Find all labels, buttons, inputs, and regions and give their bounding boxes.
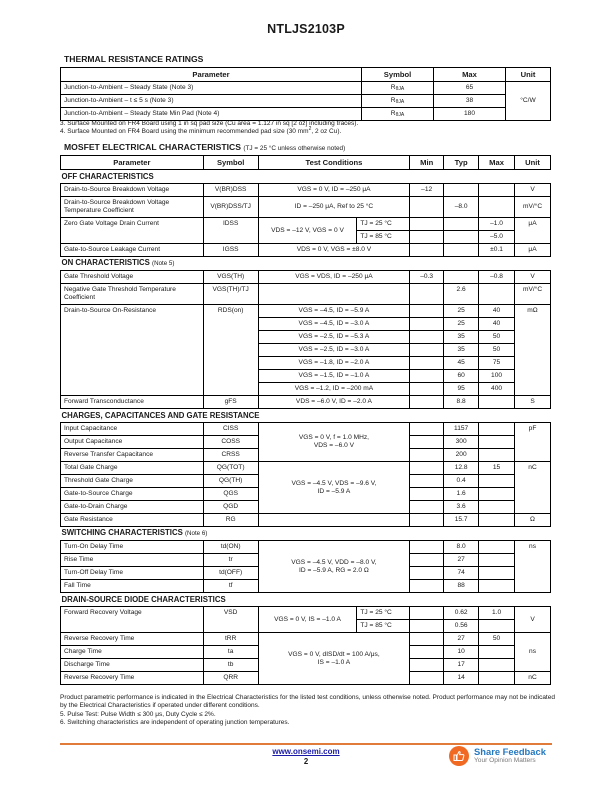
max-cell	[479, 554, 515, 567]
thumbs-up-icon	[449, 746, 469, 766]
table-row	[61, 633, 551, 646]
table-row	[61, 197, 551, 218]
category-row	[61, 593, 551, 607]
table-row	[61, 607, 551, 620]
symbol-cell: RDS(on)	[203, 305, 258, 396]
category-switching: SWITCHING CHARACTERISTICS (Note 6)	[61, 527, 551, 541]
unit-cell: μA	[515, 218, 551, 244]
min-cell	[410, 231, 444, 244]
unit-cell: nC	[515, 462, 551, 514]
typ-cell: 3.6	[444, 501, 479, 514]
parameter-cell: Junction-to-Ambient – t ≤ 5 s (Note 3)	[61, 95, 362, 108]
typ-cell: 1157	[444, 423, 479, 436]
min-cell	[410, 344, 444, 357]
symbol-cell: tRR	[203, 633, 258, 646]
condition-cell: VGS = 0 V, IS = –1.0 A	[258, 607, 357, 633]
website-link[interactable]: www.onsemi.com	[272, 747, 340, 756]
typ-cell	[444, 231, 479, 244]
typ-cell: 35	[444, 344, 479, 357]
typ-cell: 60	[444, 370, 479, 383]
feedback-text	[474, 747, 546, 765]
typ-cell: 27	[444, 554, 479, 567]
max-cell	[479, 423, 515, 436]
category-on: ON CHARACTERISTICS (Note 5)	[61, 257, 551, 271]
min-cell	[410, 514, 444, 527]
unit-cell: °C/W	[506, 82, 551, 121]
min-cell	[410, 318, 444, 331]
note-6: 6. Switching characteristics are independent of operating junction temperatures.	[60, 719, 290, 727]
thermal-heading: THERMAL RESISTANCE RATINGS	[64, 54, 204, 64]
symbol-cell: VSD	[203, 607, 258, 633]
symbol-cell: VGS(TH)/TJ	[203, 284, 258, 305]
condition-cell: VGS = 0 V, dISD/dt = 100 A/μs, IS = –1.0 A	[258, 633, 410, 685]
typ-cell	[444, 271, 479, 284]
parameter-cell: Drain-to-Source On-Resistance	[61, 305, 204, 396]
condition-cell: VGS = –4.5, ID = –5.9 A	[258, 305, 410, 318]
min-cell	[410, 218, 444, 231]
min-cell	[410, 331, 444, 344]
category-row	[61, 257, 551, 271]
condition-cell: VGS = –2.5, ID = –5.3 A	[258, 331, 410, 344]
unit-cell: mV/°C	[515, 197, 551, 218]
typ-cell: 17	[444, 659, 479, 672]
max-cell	[479, 396, 515, 409]
condition-cell: ID = –250 μA, Ref to 25 °C	[258, 197, 410, 218]
symbol-cell: ta	[203, 646, 258, 659]
table-row	[61, 396, 551, 409]
typ-cell: 10	[444, 646, 479, 659]
min-cell	[410, 554, 444, 567]
min-cell	[410, 244, 444, 257]
typ-cell: 0.56	[444, 620, 479, 633]
parameter-cell: Output Capacitance	[61, 436, 204, 449]
typ-cell: 8.0	[444, 541, 479, 554]
col-max: Max	[479, 156, 515, 170]
symbol-cell: td(ON)	[203, 541, 258, 554]
symbol-cell: $R_{\theta JA}$	[362, 108, 434, 121]
max-cell	[479, 646, 515, 659]
table-row	[61, 218, 551, 231]
parameter-cell: Forward Transconductance	[61, 396, 204, 409]
max-cell	[479, 436, 515, 449]
symbol-cell: tr	[203, 554, 258, 567]
typ-cell: 8.8	[444, 396, 479, 409]
max-cell: 50	[479, 633, 515, 646]
min-cell	[410, 383, 444, 396]
max-cell: 100	[479, 370, 515, 383]
min-cell: –0.3	[410, 271, 444, 284]
condition-cell: VDS = –6.0 V, ID = –2.0 A	[258, 396, 410, 409]
max-cell: –0.8	[479, 271, 515, 284]
max-cell	[479, 514, 515, 527]
max-cell: 40	[479, 305, 515, 318]
unit-cell: V	[515, 607, 551, 633]
max-cell: 40	[479, 318, 515, 331]
min-cell	[410, 462, 444, 475]
parameter-cell: Reverse Transfer Capacitance	[61, 449, 204, 462]
min-cell	[410, 567, 444, 580]
parameter-cell: Input Capacitance	[61, 423, 204, 436]
table-row	[61, 514, 551, 527]
unit-cell: Ω	[515, 514, 551, 527]
min-cell: –12	[410, 184, 444, 197]
typ-cell: 35	[444, 331, 479, 344]
unit-cell: μA	[515, 244, 551, 257]
max-cell: 180	[434, 108, 506, 121]
min-cell	[410, 607, 444, 620]
typ-cell: 45	[444, 357, 479, 370]
condition-cell	[258, 514, 410, 527]
unit-cell: mV/°C	[515, 284, 551, 305]
table-header-row	[61, 68, 551, 82]
min-cell	[410, 501, 444, 514]
category-diode: DRAIN-SOURCE DIODE CHARACTERISTICS	[61, 593, 551, 607]
min-cell	[410, 449, 444, 462]
category-off: OFF CHARACTERISTICS	[61, 170, 551, 184]
symbol-cell: COSS	[203, 436, 258, 449]
typ-cell: 25	[444, 318, 479, 331]
parameter-cell: Gate-to-Drain Charge	[61, 501, 204, 514]
max-cell: –5.0	[479, 231, 515, 244]
symbol-cell: V(BR)DSS	[203, 184, 258, 197]
col-parameter: Parameter	[61, 156, 204, 170]
max-cell	[479, 449, 515, 462]
parameter-cell: Forward Recovery Voltage	[61, 607, 204, 633]
max-cell: –1.0	[479, 218, 515, 231]
typ-cell	[444, 244, 479, 257]
unit-cell: S	[515, 396, 551, 409]
parameter-cell: Reverse Recovery Time	[61, 633, 204, 646]
max-cell: 400	[479, 383, 515, 396]
parameter-cell: Drain-to-Source Breakdown Voltage	[61, 184, 204, 197]
max-cell: 65	[434, 82, 506, 95]
category-row	[61, 409, 551, 423]
electrical-notes	[60, 694, 555, 728]
max-cell	[479, 672, 515, 685]
parameter-cell: Zero Gate Voltage Drain Current	[61, 218, 204, 244]
footer-divider	[60, 743, 552, 745]
table-row	[61, 284, 551, 305]
unit-cell: V	[515, 184, 551, 197]
condition-cell: VDS = 0 V, VGS = ±8.0 V	[258, 244, 410, 257]
feedback-title: Share Feedback	[474, 746, 546, 757]
min-cell	[410, 672, 444, 685]
table-row	[61, 244, 551, 257]
typ-cell: 27	[444, 633, 479, 646]
parameter-cell: Gate-to-Source Charge	[61, 488, 204, 501]
min-cell	[410, 396, 444, 409]
parameter-cell: Threshold Gate Charge	[61, 475, 204, 488]
unit-cell: V	[515, 271, 551, 284]
col-typ: Typ	[444, 156, 479, 170]
min-cell	[410, 580, 444, 593]
parameter-cell: Gate Resistance	[61, 514, 204, 527]
max-cell	[479, 541, 515, 554]
table-row	[61, 423, 551, 436]
max-cell	[479, 567, 515, 580]
unit-cell: mΩ	[515, 305, 551, 396]
table-header-row	[61, 156, 551, 170]
disclaimer: Product parametric performance is indicated in the Electrical Characteristics for the listed test conditions, unless otherwise noted. Product performance may not be indicated by the Electrical Characteristics if operated under different conditions.	[60, 694, 555, 710]
symbol-cell: QG(TH)	[203, 475, 258, 488]
unit-cell: ns	[515, 633, 551, 672]
min-cell	[410, 370, 444, 383]
table-row	[61, 541, 551, 554]
typ-cell: 88	[444, 580, 479, 593]
min-cell	[410, 541, 444, 554]
condition-temp-cell: TJ = 85 °C	[357, 231, 410, 244]
symbol-cell: QG(TOT)	[203, 462, 258, 475]
min-cell	[410, 646, 444, 659]
symbol-cell: V(BR)DSS/TJ	[203, 197, 258, 218]
min-cell	[410, 423, 444, 436]
parameter-cell: Total Gate Charge	[61, 462, 204, 475]
typ-cell: 14	[444, 672, 479, 685]
col-unit: Unit	[515, 156, 551, 170]
condition-cell: VGS = –1.5, ID = –1.0 A	[258, 370, 410, 383]
max-cell: 38	[434, 95, 506, 108]
typ-cell: 12.8	[444, 462, 479, 475]
max-cell: 50	[479, 331, 515, 344]
max-cell: ±0.1	[479, 244, 515, 257]
typ-cell: 200	[444, 449, 479, 462]
max-cell	[479, 580, 515, 593]
typ-cell	[444, 184, 479, 197]
symbol-cell: CISS	[203, 423, 258, 436]
symbol-cell: VGS(TH)	[203, 271, 258, 284]
condition-cell: VGS = VDS, ID = –250 μA	[258, 271, 410, 284]
typ-cell: –8.0	[444, 197, 479, 218]
max-cell	[479, 620, 515, 633]
min-cell	[410, 197, 444, 218]
thermal-notes	[60, 120, 555, 137]
parameter-cell: Charge Time	[61, 646, 204, 659]
symbol-cell: $R_{\theta JA}$	[362, 82, 434, 95]
min-cell	[410, 488, 444, 501]
symbol-cell: CRSS	[203, 449, 258, 462]
condition-cell: VGS = 0 V, ID = –250 μA	[258, 184, 410, 197]
col-test-conditions: Test Conditions	[258, 156, 410, 170]
typ-cell: 2.6	[444, 284, 479, 305]
condition-cell	[258, 284, 410, 305]
condition-cell: VGS = –1.2, ID = –200 mA	[258, 383, 410, 396]
max-cell	[479, 197, 515, 218]
thermal-table	[60, 67, 551, 121]
parameter-cell: Reverse Recovery Time	[61, 672, 204, 685]
parameter-cell: Fall Time	[61, 580, 204, 593]
typ-cell: 74	[444, 567, 479, 580]
min-cell	[410, 659, 444, 672]
col-max: Max	[434, 68, 506, 82]
min-cell	[410, 357, 444, 370]
table-row	[61, 108, 551, 121]
parameter-cell: Drain-to-Source Breakdown Voltage Temperature Coefficient	[61, 197, 204, 218]
table-row	[61, 82, 551, 95]
electrical-table	[60, 155, 551, 685]
typ-cell: 0.62	[444, 607, 479, 620]
parameter-cell: Gate Threshold Voltage	[61, 271, 204, 284]
max-cell	[479, 501, 515, 514]
min-cell	[410, 436, 444, 449]
max-cell	[479, 659, 515, 672]
parameter-cell: Junction-to-Ambient – Steady State Min Pad (Note 4)	[61, 108, 362, 121]
symbol-cell: tb	[203, 659, 258, 672]
typ-cell	[444, 218, 479, 231]
condition-cell: VGS = 0 V, f = 1.0 MHz, VDS = –6.0 V	[258, 423, 410, 462]
note-4: 4. Surface Mounted on FR4 Board using the minimum recommended pad size (30 $mm^2$, 2 oz Cu).	[60, 126, 342, 136]
table-row	[61, 271, 551, 284]
col-min: Min	[410, 156, 444, 170]
typ-cell: 300	[444, 436, 479, 449]
symbol-cell: QGD	[203, 501, 258, 514]
document-title: NTLJS2103P	[267, 22, 345, 36]
max-cell	[479, 284, 515, 305]
feedback-subtitle: Your Opinion Matters	[474, 757, 536, 764]
condition-cell: VGS = –1.8, ID = –2.0 A	[258, 357, 410, 370]
condition-temp-cell: TJ = 25 °C	[357, 607, 410, 620]
symbol-cell: QRR	[203, 672, 258, 685]
max-cell: 75	[479, 357, 515, 370]
symbol-cell: IDSS	[203, 218, 258, 244]
symbol-cell: QGS	[203, 488, 258, 501]
category-row	[61, 170, 551, 184]
parameter-cell: Gate-to-Source Leakage Current	[61, 244, 204, 257]
note-5: 5. Pulse Test: Pulse Width ≤ 300 μs, Duty Cycle ≤ 2%.	[60, 710, 216, 718]
symbol-cell: td(OFF)	[203, 567, 258, 580]
electrical-heading: MOSFET ELECTRICAL CHARACTERISTICS (TJ = 25 °C unless otherwise noted)	[64, 142, 346, 152]
col-symbol: Symbol	[362, 68, 434, 82]
symbol-cell: tf	[203, 580, 258, 593]
condition-cell: VGS = –4.5 V, VDD = –8.0 V, ID = –5.9 A, RG = 2.0 Ω	[258, 541, 410, 593]
unit-cell: nC	[515, 672, 551, 685]
typ-cell: 0.4	[444, 475, 479, 488]
table-row	[61, 305, 551, 318]
min-cell	[410, 633, 444, 646]
symbol-cell: IGSS	[203, 244, 258, 257]
parameter-cell: Junction-to-Ambient – Steady State (Note 3)	[61, 82, 362, 95]
table-row	[61, 462, 551, 475]
table-row	[61, 184, 551, 197]
condition-cell: VGS = –2.5, ID = –3.0 A	[258, 344, 410, 357]
note-3: 3. Surface Mounted on FR4 Board using 1 in sq pad size (Cu area = 1.127 in sq [2 oz] including traces).	[60, 120, 359, 127]
parameter-cell: Rise Time	[61, 554, 204, 567]
typ-cell: 1.6	[444, 488, 479, 501]
max-cell: 15	[479, 462, 515, 475]
typ-cell: 25	[444, 305, 479, 318]
parameter-cell: Discharge Time	[61, 659, 204, 672]
parameter-cell: Negative Gate Threshold Temperature Coefficient	[61, 284, 204, 305]
category-charges: CHARGES, CAPACITANCES AND GATE RESISTANCE	[61, 409, 551, 423]
share-feedback-button[interactable]	[449, 746, 546, 766]
parameter-cell: Turn-On Delay Time	[61, 541, 204, 554]
condition-cell: VGS = –4.5 V, VDS = –9.6 V, ID = –5.9 A	[258, 462, 410, 514]
typ-cell: 15.7	[444, 514, 479, 527]
min-cell	[410, 475, 444, 488]
col-symbol: Symbol	[203, 156, 258, 170]
col-unit: Unit	[506, 68, 551, 82]
category-row	[61, 527, 551, 541]
max-cell	[479, 184, 515, 197]
col-parameter: Parameter	[61, 68, 362, 82]
min-cell	[410, 620, 444, 633]
symbol-cell: $R_{\theta JA}$	[362, 95, 434, 108]
condition-cell: VDS = –12 V, VGS = 0 V	[258, 218, 357, 244]
page-number: 2	[303, 757, 309, 766]
symbol-cell: gFS	[203, 396, 258, 409]
max-cell	[479, 475, 515, 488]
condition-temp-cell: TJ = 25 °C	[357, 218, 410, 231]
unit-cell: ns	[515, 541, 551, 593]
typ-cell: 95	[444, 383, 479, 396]
table-row	[61, 95, 551, 108]
condition-temp-cell: TJ = 85 °C	[357, 620, 410, 633]
unit-cell: pF	[515, 423, 551, 462]
max-cell: 50	[479, 344, 515, 357]
max-cell: 1.0	[479, 607, 515, 620]
condition-cell: VGS = –4.5, ID = –3.0 A	[258, 318, 410, 331]
min-cell	[410, 305, 444, 318]
parameter-cell: Turn-Off Delay Time	[61, 567, 204, 580]
symbol-cell: RG	[203, 514, 258, 527]
max-cell	[479, 488, 515, 501]
min-cell	[410, 284, 444, 305]
